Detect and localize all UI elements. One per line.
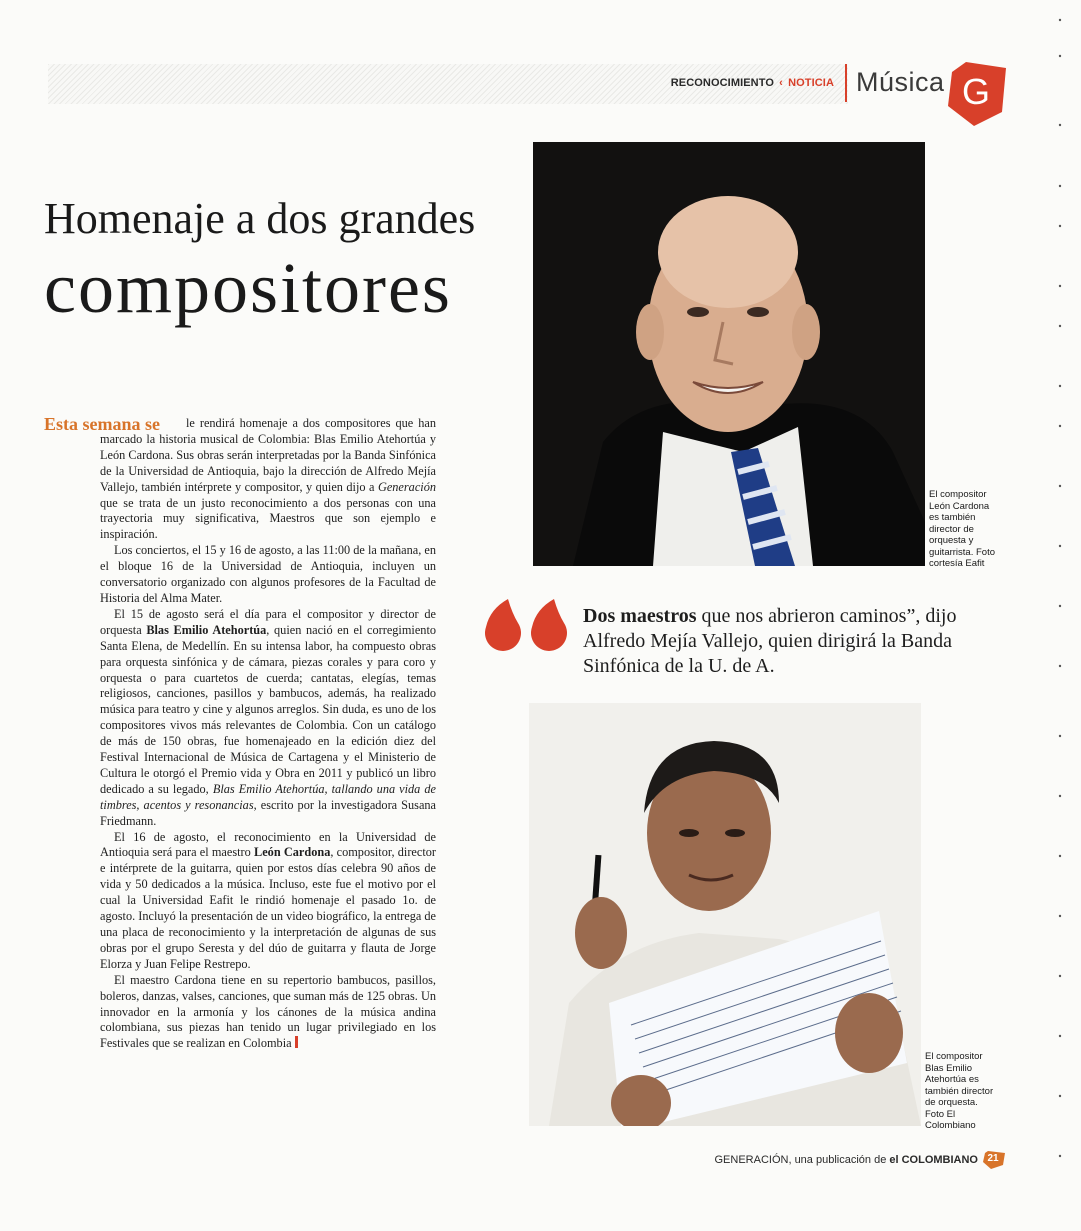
article-text: , escrito por la investigadora Susana Friedmann.	[100, 797, 437, 828]
page-number: 21	[987, 1153, 999, 1164]
article-body	[100, 416, 436, 1052]
photo-caption-2: El compositor Blas Emilio Atehortúa es también director de orquesta. Foto El Colombiano	[925, 1051, 994, 1131]
photo-blas-emilio-atehortua	[529, 703, 921, 1126]
footer-brand: el COLOMBIANO	[889, 1154, 978, 1166]
article-text: , quien nació en el corregimiento Santa Elena, de Medellín. En su intensa labor, ha compuesto obras para orquesta sinfónica y de cámara, piezas corales y para coro y orquesta o para cuartetos de cuerda; cantatas, elegías, temas religiosos, canciones, pasillos y bambucos, además, ha realizado música para teatro y cine y algunos arreglos. Sin duda, es uno de los compositores vivos más relevantes de Colombia. Con un catálogo de más de 150 obras, fue homenajeado en la edición diez del Festival Internacional de Música de Cartagena y el Ministerio de Cultura le otorgó el Premio vida y Obra en 2011 y publicó un libro dedicado a su legado,	[100, 622, 437, 796]
composer-name: León Cardona	[254, 845, 331, 860]
article-paragraph	[100, 543, 436, 607]
category-label: Música	[856, 67, 945, 97]
pull-quote-text: que nos abrieron caminos”, dijo Alfredo Mejía Vallejo, quien dirigirá la Banda Sinfónica de la U. de A.	[583, 605, 957, 677]
scan-dots	[1052, 0, 1072, 1226]
article-paragraph	[100, 830, 436, 973]
footer-publication	[715, 1154, 979, 1166]
article-paragraph	[100, 973, 436, 1053]
article-text: Los conciertos, el 15 y 16 de agosto, a las 11:00 de la mañana, en el bloque 16 de la Universidad de Antioquia, incluyen un conversatorio organizado con algunos profesores de la Facultad de Historia del Alma Mater.	[100, 543, 436, 605]
section-reconocimiento[interactable]: RECONOCIMIENTO	[670, 77, 774, 89]
article-text: El 15 de agosto será el día para el compositor y director de orquesta	[100, 606, 436, 637]
end-mark	[295, 1036, 298, 1048]
scan-edge-marks	[1052, 0, 1072, 1226]
pull-quote	[583, 604, 983, 679]
article-paragraph	[100, 607, 436, 830]
photo-caption-1: El compositor León Cardona es también director de orquesta y guitarrista. Foto cortesía Eafit	[929, 489, 995, 569]
header-divider	[845, 64, 847, 102]
section-noticia[interactable]: NOTICIA	[788, 77, 834, 89]
page-number-badge	[982, 1150, 1006, 1170]
article-text: , compositor, director e intérprete de la guitarra, quien por estos días celebra 90 años de vida y 50 dedicados a la música. Incluso, este fue el motivo por el cual la Universidad Eafit le rindió homenaje el pasado 1o. de agosto. Incluyó la presentación de un video biográfico, la entrega de una placa de reconocimiento y la interpretación de algunas de sus obras por el grupo Seresta y del dúo de guitarra y flauta de Jorge Elorza y Juan Felipe Restrepo.	[100, 845, 436, 971]
headline-line-2: compositores	[44, 248, 452, 328]
article-paragraph	[100, 416, 436, 543]
section-breadcrumb	[671, 77, 834, 89]
quote-mark-icon	[478, 593, 574, 651]
portrait-illustration	[529, 703, 921, 1126]
article-text: El maestro Cardona tiene en su repertorio bambucos, pasillos, boleros, danzas, valses, canciones, que suman más de 125 obras. Un innovador en la armonía y los cánones de la música andina colombiana, sus piezas han tenido un lugar privilegiado en los Festivales que se realizan en Colombia	[100, 972, 436, 1051]
portrait-illustration	[533, 142, 925, 566]
quote-mark-shape	[478, 593, 574, 651]
article-lead: Esta semana se	[44, 414, 160, 434]
photo-leon-cardona	[533, 142, 925, 566]
pull-quote-bold: Dos maestros	[583, 605, 697, 627]
logo-letter: G	[961, 71, 990, 112]
book-title: Blas Emilio Atehortúa, tallando una vida de timbres, acentos y resonancias	[100, 781, 436, 812]
article-text: que se trata de un justo reconocimiento a dos personas con una trayectoria muy significativa, Maestros que son ejemplo e inspiración.	[100, 495, 436, 542]
generacion-logo	[944, 60, 1008, 128]
article-text: El 16 de agosto, el reconocimiento en la Universidad de Antioquia será para el maestro	[100, 829, 436, 860]
footer-text: GENERACIÓN, una publicación de	[714, 1154, 890, 1166]
article-text: le rendirá homenaje a dos compositores que han marcado la historia musical de Colombia: Blas Emilio Atehortúa y León Cardona. Sus obras serán interpretadas por la Banda Sinfónica de la Universidad de Antioquia, bajo la dirección de Alfredo Mejía Vallejo, también intérprete y compositor, y quien dijo a	[100, 416, 436, 494]
breadcrumb-separator: ‹	[779, 77, 783, 89]
headline-line-1: Homenaje a dos grandes	[44, 194, 476, 243]
magazine-name: Generación	[377, 479, 436, 494]
composer-name: Blas Emilio Atehortúa	[146, 622, 267, 637]
